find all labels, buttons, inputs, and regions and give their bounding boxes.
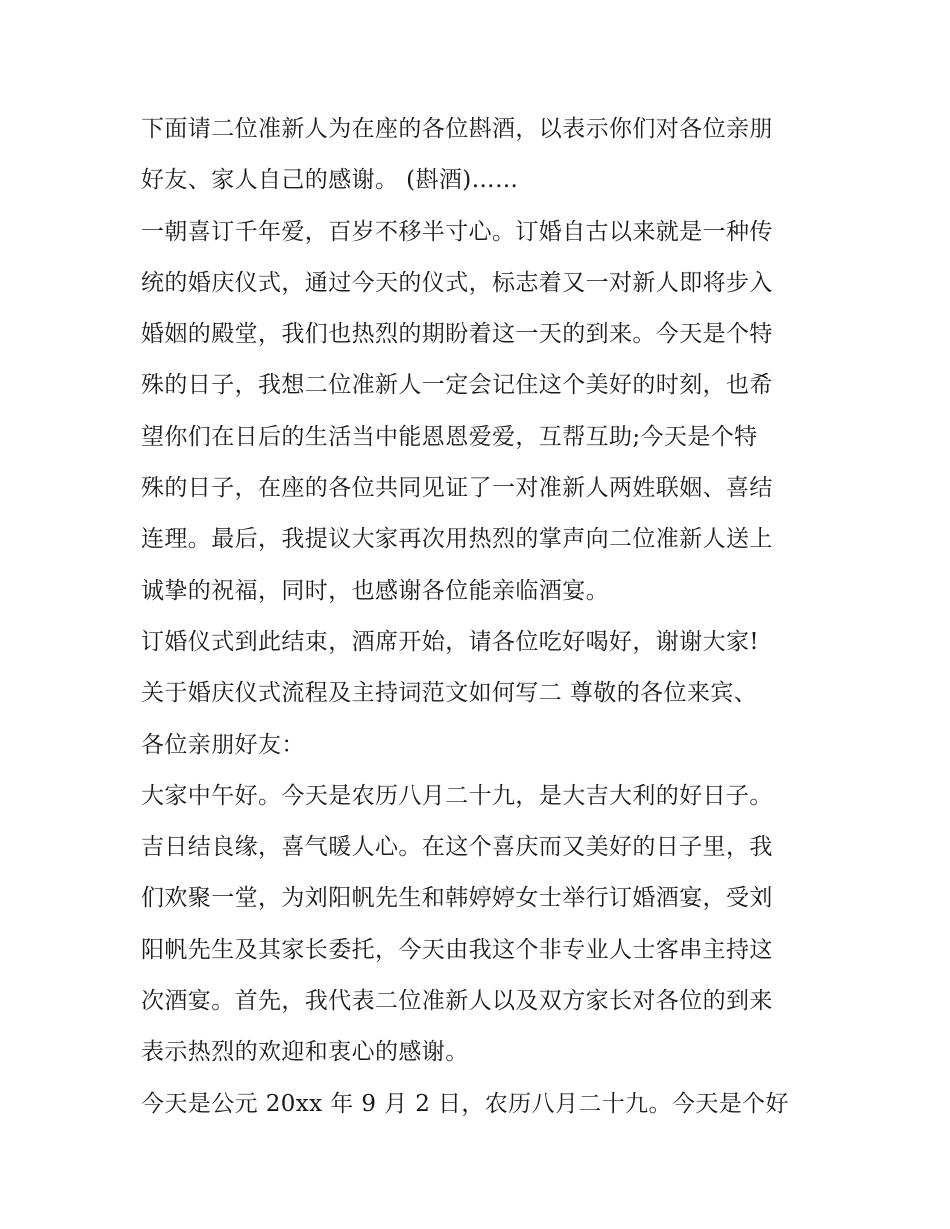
text-line: 关于婚庆仪式流程及主持词范文如何写二 尊敬的各位来宾、 [141,680,758,707]
text-line: 统的婚庆仪式，通过今天的仪式，标志着又一对新人即将步入 [141,269,773,296]
text-line: 订婚仪式到此结束，酒席开始，请各位吃好喝好，谢谢大家! [141,628,760,655]
text-line: 诚挚的祝福，同时，也感谢各位能亲临酒宴。 [141,577,609,604]
text-line: 吉日结良缘，喜气暖人心。在这个喜庆而又美好的日子里，我 [141,834,773,861]
text-line: 今天是公元 20xx 年 9 月 2 日，农历八月二十九。今天是个好 [141,1090,789,1117]
text-line: 望你们在日后的生活当中能恩恩爱爱，互帮互助;今天是个特 [141,423,758,450]
text-line: 次酒宴。首先，我代表二位准新人以及双方家长对各位的到来 [141,988,773,1015]
text-line: 们欢聚一堂，为刘阳帆先生和韩婷婷女士举行订婚酒宴，受刘 [141,885,773,912]
text-line: 连理。最后，我提议大家再次用热烈的掌声向二位准新人送上 [141,526,773,553]
document-body [141,104,821,1130]
text-line: 各位亲朋好友： [141,731,305,758]
text-line: 一朝喜订千年爱，百岁不移半寸心。订婚自古以来就是一种传 [141,218,773,245]
text-line: 阳帆先生及其家长委托，今天由我这个非专业人士客串主持这 [141,936,773,963]
text-line: 表示热烈的欢迎和衷心的感谢。 [141,1039,469,1066]
text-line: 好友、家人自己的感谢。 (斟酒)…… [141,167,519,194]
text-line: 殊的日子，在座的各位共同见证了一对准新人两姓联姻、喜结 [141,475,773,502]
text-line: 殊的日子，我想二位准新人一定会记住这个美好的时刻，也希 [141,372,773,399]
text-line: 大家中午好。今天是农历八月二十九，是大吉大利的好日子。 [141,782,773,809]
text-line: 下面请二位准新人为在座的各位斟酒，以表示你们对各位亲朋 [141,116,773,142]
text-line: 婚姻的殿堂，我们也热烈的期盼着这一天的到来。今天是个特 [141,321,773,348]
